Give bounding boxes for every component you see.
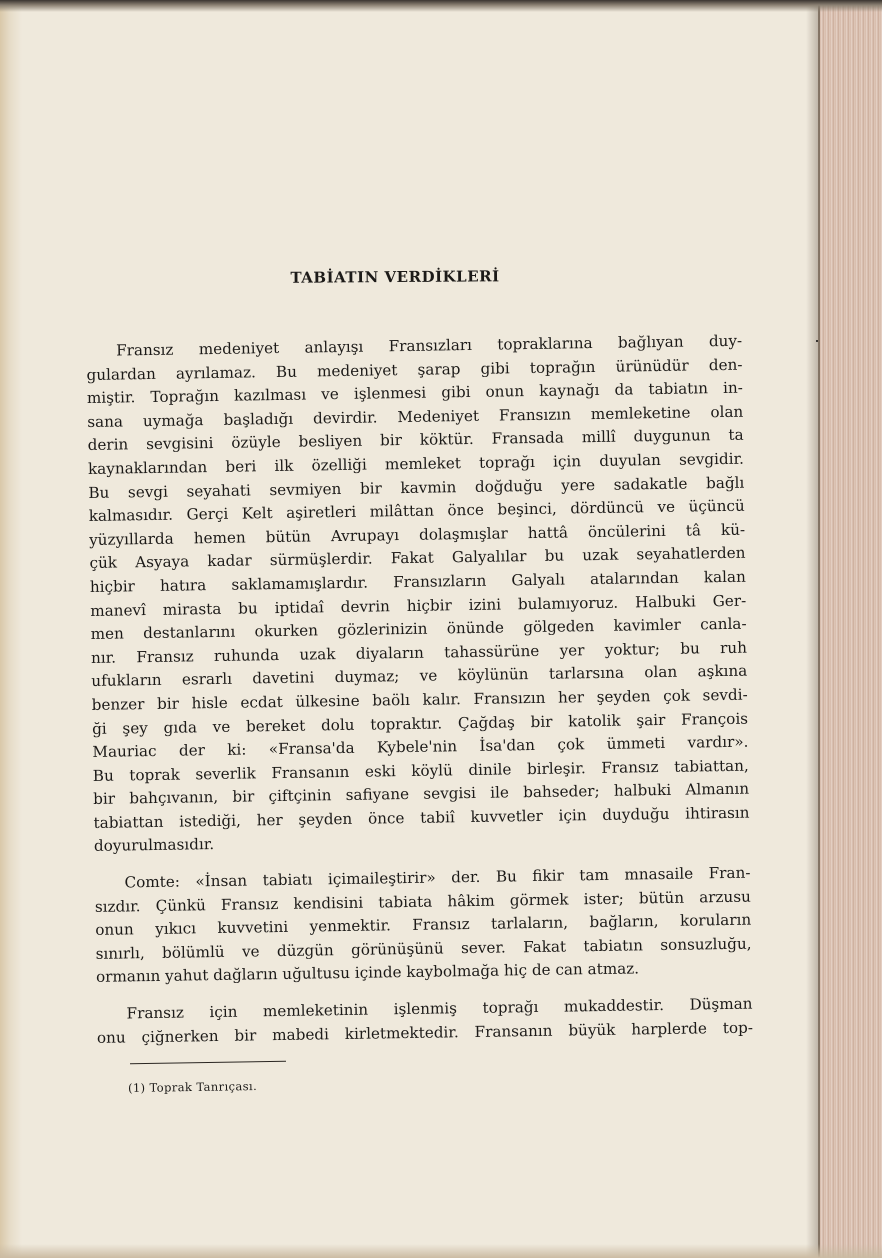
text-line: benzer bir hisle ecdat ülkesine baölı kalır. Fransızın her şeyden çok sevdi- — [91, 685, 748, 714]
text-line: ormanın yahut dağların uğultusu içinde kaybolmağa hiç de can atmaz. — [95, 959, 640, 987]
text-line: yüzyıllarda hemen bütün Avrupayı dolaşmışlar hattâ öncülerini tâ kü- — [88, 520, 746, 549]
text-line: kalmasıdır. Gerçi Kelt aşiretleri milâttan önce beşinci, dördüncü ve üçüncü — [88, 496, 745, 526]
text-line: onun yıkıcı kuvvetini yenmektir. Fransız tarlaların, bağların, koruların — [95, 910, 752, 940]
text-line: ufukların esrarlı davetini duymaz; ve köylünün tarlarsına olan aşkına — [91, 661, 748, 691]
body-text — [86, 330, 753, 1050]
left-paper-edge — [0, 0, 22, 1258]
paragraph-1 — [86, 330, 750, 859]
text-line: gulardan ayrılamaz. Bu medeniyet şarap gibi toprağın ürünüdür den- — [86, 355, 743, 384]
top-shadow — [0, 0, 882, 12]
text-line: Comte: «İnsan tabiatı içimaileştirir» der. Bu fikir tam mnasaile Fran- — [124, 863, 751, 892]
text-line: sınırlı, bölümlü ve düzgün görünüşünü sever. Fakat tabiatın sonsuzluğu, — [95, 934, 752, 963]
page-stack-edge — [818, 0, 882, 1258]
chapter-title: TABİATIN VERDİKLERİ — [290, 267, 500, 287]
text-line: Fransız medeniyet anlayışı Fransızları topraklarına bağlıyan duy- — [116, 331, 743, 360]
footnote-divider — [130, 1061, 286, 1064]
text-line: tabiattan istediği, her şeyden önce tabiî kuvvetler için duyduğu ihtirasın — [93, 803, 750, 832]
text-line: sızdır. Çünkü Fransız kendisini tabiata hâkim görmek ister; bütün arzusu — [94, 887, 751, 916]
bottom-shadow — [0, 1244, 882, 1258]
paragraph-3 — [96, 993, 753, 1050]
text-line: hiçbir hatıra saklamamışlardır. Fransızların Galyalı atalarından kalan — [89, 567, 746, 596]
text-line: men destanlarını okurken gözlerinizin önünde gölgeden kavimler canla- — [90, 614, 747, 644]
text-line: Fransız için memleketinin işlenmiş toprağı mukaddestir. Düşman — [126, 994, 753, 1023]
text-line: nır. Fransız ruhunda uzak diyaların tahassürüne yer yoktur; bu ruh — [90, 638, 748, 667]
text-line: sana uymağa başladığı devirdir. Medeniyet Fransızın memleketine olan — [87, 402, 744, 431]
text-line: Mauriac der ki: «Fransa'da Kybele'nin İsa'dan çok ümmeti vardır». — [92, 732, 749, 762]
text-line: Bu toprak severlik Fransanın eski köylü dinile birleşir. Fransız tabiattan, — [92, 756, 749, 785]
text-line: doyurulmasıdır. — [93, 835, 215, 856]
text-line: miştir. Toprağın kazılması ve işlenmesi gibi onun kaynağı da tabiatın in- — [86, 378, 743, 408]
text-line: ği şey gıda ve bereket dolu topraktır. Çağdaş bir katolik şair François — [91, 709, 749, 738]
text-line: çük Asyaya kadar sürmüşlerdir. Fakat Galyalılar bu uzak seyahatlerden — [89, 544, 746, 573]
text-line: kaynaklarından beri ilk özelliği memleket toprağı için duyulan sevgidir. — [87, 449, 745, 478]
text-line: bir bahçıvanın, bir çiftçinin safiyane sevgisi ile bahseder; halbuki Almanın — [93, 779, 750, 809]
text-line: Bu sevgi seyahati sevmiyen bir kavmin doğduğu yere sadakatle bağlı — [88, 473, 745, 502]
paragraph-2 — [94, 862, 752, 990]
text-line: manevî mirasta bu iptidaî devrin hiçbir izini bulamıyoruz. Halbuki Ger- — [90, 591, 747, 620]
text-line: onu çiğnerken bir mabedi kirletmektedir. Fransanın büyük harplerde top- — [96, 1018, 754, 1047]
text-line: derin sevgisini özüyle besliyen bir köktür. Fransada millî duygunun ta — [87, 426, 744, 455]
footnote: (1) Toprak Tanrıçası. — [127, 1078, 258, 1096]
